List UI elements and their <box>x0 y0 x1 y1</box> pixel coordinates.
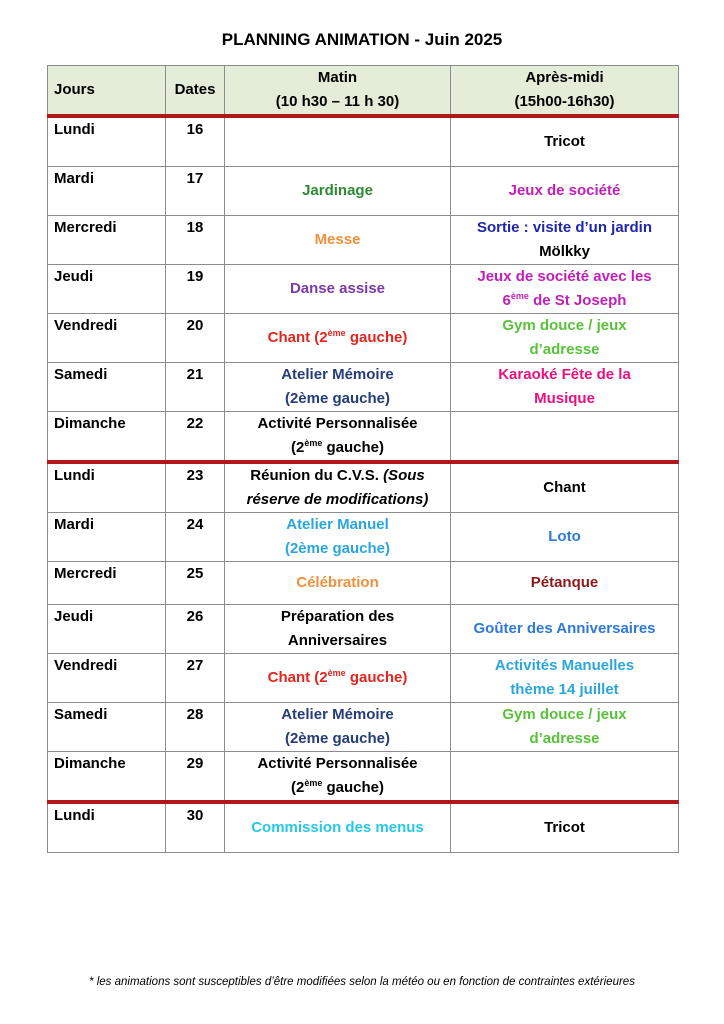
activity-text: Préparation des <box>280 608 395 625</box>
morning-activity-cell <box>225 703 451 752</box>
activity-text: ème <box>304 778 323 788</box>
activity-text: gauche) <box>345 669 408 686</box>
morning-activity-cell <box>225 167 451 216</box>
day-cell: Samedi <box>48 363 166 412</box>
activity-text: Chant (2 <box>267 329 328 346</box>
footnote: * les animations sont susceptibles d’être modifiées selon la météo ou en fonction de contraintes extérieures <box>89 976 635 988</box>
activity-text: Chant (2 <box>267 669 328 686</box>
activity-text: Activité Personnalisée <box>257 755 418 772</box>
day-cell: Dimanche <box>48 752 166 803</box>
activity-text: 6 <box>502 292 511 309</box>
page-title: PLANNING ANIMATION - Juin 2025 <box>221 30 503 49</box>
activity-text: Karaoké Fête de la <box>498 366 631 383</box>
activity-text: Tricot <box>544 133 585 150</box>
activity-text: d’adresse <box>529 730 600 747</box>
activity-text: Musique <box>534 390 595 407</box>
morning-activity-cell <box>225 605 451 654</box>
date-cell: 16 <box>166 116 225 167</box>
day-cell: Lundi <box>48 116 166 167</box>
afternoon-activity-cell <box>451 412 679 463</box>
day-cell: Mardi <box>48 513 166 562</box>
activity-text: Gym douce / jeux <box>502 317 627 334</box>
date-cell: 19 <box>166 265 225 314</box>
date-cell: 21 <box>166 363 225 412</box>
day-cell: Mercredi <box>48 562 166 605</box>
header-morning <box>225 66 451 117</box>
day-cell: Samedi <box>48 703 166 752</box>
date-cell: 22 <box>166 412 225 463</box>
table-row <box>48 116 679 167</box>
activity-text: Anniversaires <box>287 632 388 649</box>
table-row <box>48 703 679 752</box>
activity-text: gauche) <box>345 329 408 346</box>
morning-activity-cell <box>225 265 451 314</box>
day-cell: Jeudi <box>48 605 166 654</box>
table-header <box>48 66 679 117</box>
day-cell: Jeudi <box>48 265 166 314</box>
date-cell: 18 <box>166 216 225 265</box>
activity-text: Célébration <box>296 574 379 591</box>
morning-activity-cell <box>225 802 451 853</box>
activity-text: (2 <box>290 439 305 456</box>
activity-text: de St Joseph <box>528 292 627 309</box>
date-cell: 28 <box>166 703 225 752</box>
activity-text: (2ème gauche) <box>284 730 391 747</box>
table-row <box>48 265 679 314</box>
activity-text: Goûter des Anniversaires <box>473 620 656 637</box>
table-row <box>48 562 679 605</box>
afternoon-activity-cell <box>451 513 679 562</box>
day-cell: Lundi <box>48 462 166 513</box>
afternoon-activity-cell <box>451 216 679 265</box>
morning-activity-cell <box>225 462 451 513</box>
date-cell: 30 <box>166 802 225 853</box>
activity-text: ème <box>327 328 346 338</box>
date-cell: 29 <box>166 752 225 803</box>
activity-text: Danse assise <box>289 280 386 297</box>
activity-text: Messe <box>314 231 361 248</box>
activity-text: Sortie : visite d’un jardin <box>476 219 653 236</box>
table-row <box>48 605 679 654</box>
afternoon-activity-cell <box>451 167 679 216</box>
date-cell: 26 <box>166 605 225 654</box>
afternoon-activity-cell <box>451 562 679 605</box>
morning-activity-cell <box>225 412 451 463</box>
afternoon-activity-cell <box>451 116 679 167</box>
morning-activity-cell <box>225 752 451 803</box>
activity-text: (2ème gauche) <box>284 390 391 407</box>
day-cell: Dimanche <box>48 412 166 463</box>
activity-text: ème <box>510 291 529 301</box>
date-cell: 27 <box>166 654 225 703</box>
morning-activity-cell <box>225 654 451 703</box>
activity-text: Gym douce / jeux <box>502 706 627 723</box>
activity-text: (2ème gauche) <box>284 540 391 557</box>
activity-text: gauche) <box>322 779 385 796</box>
header-afternoon-hours: (15h00-16h30) <box>514 93 615 110</box>
morning-activity-cell <box>225 216 451 265</box>
afternoon-activity-cell <box>451 363 679 412</box>
table-row <box>48 167 679 216</box>
header-dates: Dates <box>166 66 225 117</box>
activity-text: Jeux de société <box>508 182 621 199</box>
morning-activity-cell <box>225 562 451 605</box>
activity-text: Commission des menus <box>251 819 424 836</box>
afternoon-activity-cell <box>451 703 679 752</box>
activity-text: (2 <box>290 779 305 796</box>
activity-text: Atelier Mémoire <box>281 366 394 383</box>
day-cell: Lundi <box>48 802 166 853</box>
header-afternoon-label: Après-midi <box>525 69 604 86</box>
header-morning-hours: (10 h30 – 11 h 30) <box>275 93 400 110</box>
activity-text: Jardinage <box>302 182 373 199</box>
schedule-table <box>47 65 679 853</box>
activity-text: Tricot <box>544 819 585 836</box>
day-cell: Mercredi <box>48 216 166 265</box>
table-row <box>48 752 679 803</box>
activity-text: Mölkky <box>539 243 590 260</box>
date-cell: 20 <box>166 314 225 363</box>
morning-activity-cell <box>225 363 451 412</box>
activity-text: Activité Personnalisée <box>257 415 418 432</box>
date-cell: 25 <box>166 562 225 605</box>
table-row <box>48 216 679 265</box>
table-row <box>48 654 679 703</box>
table-row <box>48 314 679 363</box>
activity-text: Atelier Manuel <box>286 516 389 533</box>
activity-text: Jeux de société avec les <box>477 268 652 285</box>
activity-text: réserve de modifications) <box>246 491 429 508</box>
day-cell: Mardi <box>48 167 166 216</box>
schedule-body <box>48 116 679 853</box>
activity-text: ème <box>327 668 346 678</box>
activity-text: Pétanque <box>530 574 599 591</box>
activity-text: Chant <box>543 479 586 496</box>
activity-text: Atelier Mémoire <box>281 706 394 723</box>
activity-text: d’adresse <box>529 341 600 358</box>
afternoon-activity-cell <box>451 314 679 363</box>
table-row <box>48 513 679 562</box>
afternoon-activity-cell <box>451 605 679 654</box>
table-row <box>48 462 679 513</box>
afternoon-activity-cell <box>451 752 679 803</box>
activity-text: thème 14 juillet <box>510 681 619 698</box>
header-morning-label: Matin <box>317 69 358 86</box>
afternoon-activity-cell <box>451 802 679 853</box>
day-cell: Vendredi <box>48 314 166 363</box>
afternoon-activity-cell <box>451 462 679 513</box>
table-row <box>48 412 679 463</box>
afternoon-activity-cell <box>451 265 679 314</box>
day-cell: Vendredi <box>48 654 166 703</box>
date-cell: 17 <box>166 167 225 216</box>
header-afternoon <box>451 66 679 117</box>
activity-text: (Sous <box>383 467 425 484</box>
morning-activity-cell <box>225 314 451 363</box>
table-row <box>48 802 679 853</box>
activity-text: gauche) <box>322 439 385 456</box>
morning-activity-cell <box>225 513 451 562</box>
afternoon-activity-cell <box>451 654 679 703</box>
header-days: Jours <box>48 66 166 117</box>
table-row <box>48 363 679 412</box>
activity-text: Réunion du C.V.S. <box>250 467 384 484</box>
morning-activity-cell <box>225 116 451 167</box>
date-cell: 23 <box>166 462 225 513</box>
activity-text: ème <box>304 438 323 448</box>
activity-text: Activités Manuelles <box>494 657 635 674</box>
activity-text: Loto <box>548 528 581 545</box>
date-cell: 24 <box>166 513 225 562</box>
